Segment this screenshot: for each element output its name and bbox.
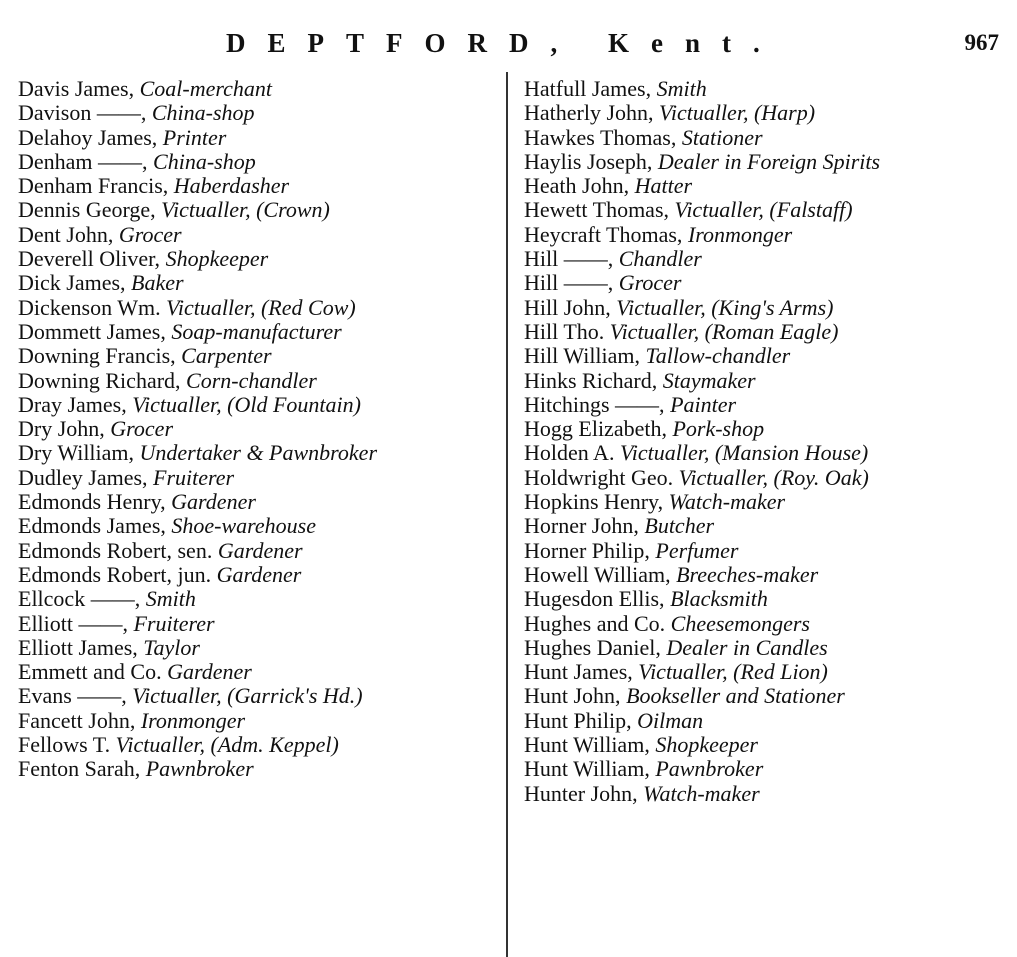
directory-entry (18, 77, 504, 101)
entry-trade: Victualler, (Red Lion) (638, 660, 828, 685)
page-title: DEPTFORD, Kent. (226, 28, 782, 58)
entry-trade: Ironmonger (687, 222, 793, 247)
entry-trade: Undertaker & Pawnbroker (139, 441, 378, 466)
entry-trade: Gardener (171, 490, 256, 515)
entry-name: Edmonds Robert, jun. (18, 562, 217, 587)
entry-trade: Victualler, (Mansion House) (619, 441, 869, 466)
entry-name: Edmonds Robert, sen. (18, 538, 218, 563)
directory-entry (18, 344, 504, 368)
entry-trade: Chandler (618, 247, 702, 272)
entry-trade: Staymaker (662, 368, 756, 393)
entry-trade: Oilman (637, 708, 704, 733)
entry-trade: Grocer (118, 222, 182, 247)
entry-trade: Dealer in Candles (666, 635, 828, 660)
entry-name: Elliott ——, (18, 611, 134, 636)
entry-name: Fenton Sarah, (18, 757, 146, 782)
entry-trade: Pawnbroker (145, 757, 254, 782)
entry-trade: Baker (131, 271, 184, 296)
entry-trade: Haberdasher (173, 174, 290, 199)
entry-trade: Grocer (618, 271, 682, 296)
directory-entry (524, 636, 1010, 660)
entry-trade: Taylor (143, 635, 200, 660)
directory-entry (524, 296, 1010, 320)
entry-name: Hunt William, (524, 757, 656, 782)
entry-name: Evans ——, (18, 684, 133, 709)
entry-trade: Gardener (216, 562, 302, 587)
entry-trade: Dealer in Foreign Spirits (657, 149, 881, 174)
entry-name: Fellows T. (18, 733, 116, 758)
entry-name: Hugesdon Ellis, (524, 587, 671, 612)
directory-entry (524, 344, 1010, 368)
entry-name: Hunt John, (524, 684, 627, 709)
entry-trade: Painter (670, 392, 737, 417)
entry-trade: China-shop (151, 101, 255, 126)
entry-trade: Breeches-maker (676, 562, 819, 587)
entry-name: Emmett and Co. (18, 660, 168, 685)
entry-trade: Perfumer (655, 538, 739, 563)
directory-entry (524, 709, 1010, 733)
directory-entry (524, 320, 1010, 344)
directory-entry (18, 296, 504, 320)
directory-entry (18, 198, 504, 222)
entry-name: Delahoy James, (18, 125, 163, 150)
directory-entry (18, 684, 504, 708)
entry-name: Downing Francis, (18, 344, 182, 369)
entry-name: Hill ——, (524, 271, 619, 296)
entry-trade: Butcher (644, 514, 715, 539)
entry-trade: Corn-chandler (186, 368, 317, 393)
entry-name: Horner Philip, (524, 538, 656, 563)
entry-name: Hewett Thomas, (524, 198, 675, 223)
entry-name: Hopkins Henry, (524, 490, 669, 515)
directory-entry (18, 174, 504, 198)
entry-name: Hawkes Thomas, (524, 125, 682, 150)
column-divider (506, 72, 508, 957)
directory-entry (524, 466, 1010, 490)
directory-entry (524, 271, 1010, 295)
entry-name: Hinks Richard, (524, 368, 663, 393)
entry-trade: Stationer (681, 125, 763, 150)
entry-name: Downing Richard, (18, 368, 187, 393)
entry-trade: Coal-merchant (139, 77, 272, 101)
right-column (524, 77, 1010, 806)
entry-name: Dick James, (18, 271, 132, 296)
entry-name: Dry William, (18, 441, 140, 466)
entry-name: Hunt Philip, (524, 708, 638, 733)
entry-name: Hatherly John, (524, 101, 660, 126)
directory-entry (524, 393, 1010, 417)
entry-name: Dry John, (18, 417, 111, 442)
entry-name: Edmonds James, (18, 514, 172, 539)
entry-trade: Carpenter (181, 344, 272, 369)
entry-name: Hill ——, (524, 247, 619, 272)
directory-entry (18, 320, 504, 344)
page-number: 967 (964, 30, 999, 55)
directory-entry (18, 612, 504, 636)
directory-entry (18, 709, 504, 733)
entry-trade: Victualler, (Adm. Keppel) (115, 733, 339, 758)
entry-name: Hunt William, (524, 733, 656, 758)
entry-name: Dennis George, (18, 198, 162, 223)
entry-trade: Watch-maker (668, 490, 786, 515)
entry-trade: Bookseller and Stationer (626, 684, 845, 709)
entry-name: Hatfull James, (524, 77, 657, 101)
directory-entry (524, 660, 1010, 684)
entry-trade: Shopkeeper (165, 247, 269, 272)
entry-name: Dickenson Wm. (18, 295, 167, 320)
directory-entry (18, 441, 504, 465)
directory-entry (524, 247, 1010, 271)
entry-name: Hunt James, (524, 660, 639, 685)
entry-trade: Shoe-warehouse (171, 514, 316, 539)
directory-entry (18, 393, 504, 417)
left-column (18, 77, 504, 782)
directory-entry (18, 636, 504, 660)
entry-trade: Victualler, (Garrick's Hd.) (132, 684, 363, 709)
entry-name: Hitchings ——, (524, 392, 671, 417)
directory-entry (524, 563, 1010, 587)
directory-entry (524, 174, 1010, 198)
entry-name: Hunter John, (524, 781, 644, 806)
entry-trade: Smith (656, 77, 707, 101)
entry-name: Hughes and Co. (524, 611, 671, 636)
entry-trade: Printer (162, 125, 227, 150)
entry-trade: Shopkeeper (655, 733, 758, 758)
directory-entry (524, 757, 1010, 781)
entry-name: Davison ——, (18, 101, 152, 126)
entry-name: Dray James, (18, 392, 133, 417)
entry-trade: Smith (145, 587, 196, 612)
entry-name: Hill William, (524, 344, 646, 369)
entry-trade: China-shop (153, 149, 256, 174)
entry-trade: Gardener (167, 660, 252, 685)
directory-entry (18, 587, 504, 611)
entry-trade: Watch-maker (643, 781, 760, 806)
directory-entry (524, 782, 1010, 806)
entry-name: Denham ——, (18, 149, 154, 174)
entry-name: Holdwright Geo. (524, 465, 679, 490)
directory-entry (524, 539, 1010, 563)
directory-entry (524, 514, 1010, 538)
entry-name: Ellcock ——, (18, 587, 146, 612)
entry-name: Dommett James, (18, 319, 172, 344)
entry-trade: Tallow-chandler (645, 344, 791, 369)
directory-entry (524, 441, 1010, 465)
directory-entry (18, 757, 504, 781)
directory-entry (524, 369, 1010, 393)
entry-name: Hogg Elizabeth, (524, 417, 673, 442)
entry-trade: Gardener (217, 538, 303, 563)
entry-name: Howell William, (524, 562, 677, 587)
entry-trade: Victualler, (Roman Eagle) (609, 319, 839, 344)
entry-trade: Soap-manufacturer (171, 319, 342, 344)
entry-name: Heycraft Thomas, (524, 222, 688, 247)
directory-entry (524, 684, 1010, 708)
directory-entry (524, 77, 1010, 101)
directory-entry (524, 417, 1010, 441)
entry-trade: Victualler, (Old Fountain) (132, 392, 361, 417)
directory-entry (18, 490, 504, 514)
entry-trade: Victualler, (King's Arms) (616, 295, 834, 320)
entry-name: Dudley James, (18, 465, 154, 490)
directory-entry (18, 733, 504, 757)
entry-trade: Victualler, (Red Cow) (166, 295, 356, 320)
directory-entry (18, 539, 504, 563)
entry-name: Edmonds Henry, (18, 490, 172, 515)
directory-entry (524, 126, 1010, 150)
directory-entry (524, 587, 1010, 611)
entry-trade: Victualler, (Falstaff) (674, 198, 853, 223)
directory-entry (18, 247, 504, 271)
entry-trade: Ironmonger (140, 708, 246, 733)
directory-entry (18, 271, 504, 295)
entry-trade: Grocer (110, 417, 174, 442)
directory-entry (524, 101, 1010, 125)
entry-name: Davis James, (18, 77, 140, 101)
entry-trade: Fruiterer (153, 465, 235, 490)
directory-entry (524, 733, 1010, 757)
entry-trade: Victualler, (Harp) (659, 101, 816, 126)
entry-name: Heath John, (524, 174, 635, 199)
directory-entry (524, 150, 1010, 174)
entry-name: Denham Francis, (18, 174, 174, 199)
entry-name: Fancett John, (18, 708, 141, 733)
entry-name: Hill Tho. (524, 319, 610, 344)
directory-entry (18, 126, 504, 150)
entry-name: Deverell Oliver, (18, 247, 166, 272)
directory-entry (18, 223, 504, 247)
entry-name: Dent John, (18, 222, 119, 247)
directory-entry (18, 101, 504, 125)
directory-entry (18, 466, 504, 490)
entry-trade: Pork-shop (672, 417, 765, 442)
entry-trade: Hatter (634, 174, 693, 199)
directory-entry (18, 417, 504, 441)
directory-entry (524, 490, 1010, 514)
entry-name: Horner John, (524, 514, 645, 539)
entry-name: Haylis Joseph, (524, 149, 658, 174)
directory-entry (18, 150, 504, 174)
directory-entry (18, 563, 504, 587)
directory-entry (524, 223, 1010, 247)
directory-entry (18, 660, 504, 684)
entry-name: Elliott James, (18, 635, 144, 660)
directory-entry (18, 514, 504, 538)
entry-name: Holden A. (524, 441, 620, 466)
entry-trade: Blacksmith (670, 587, 768, 612)
entry-trade: Fruiterer (133, 611, 215, 636)
entry-trade: Victualler, (Crown) (161, 198, 330, 223)
entry-trade: Pawnbroker (655, 757, 764, 782)
directory-entry (524, 612, 1010, 636)
page-header (0, 22, 1017, 62)
entry-trade: Victualler, (Roy. Oak) (678, 465, 869, 490)
entry-name: Hughes Daniel, (524, 635, 667, 660)
entry-trade: Cheesemongers (670, 611, 810, 636)
directory-entry (18, 369, 504, 393)
entry-name: Hill John, (524, 295, 617, 320)
directory-entry (524, 198, 1010, 222)
